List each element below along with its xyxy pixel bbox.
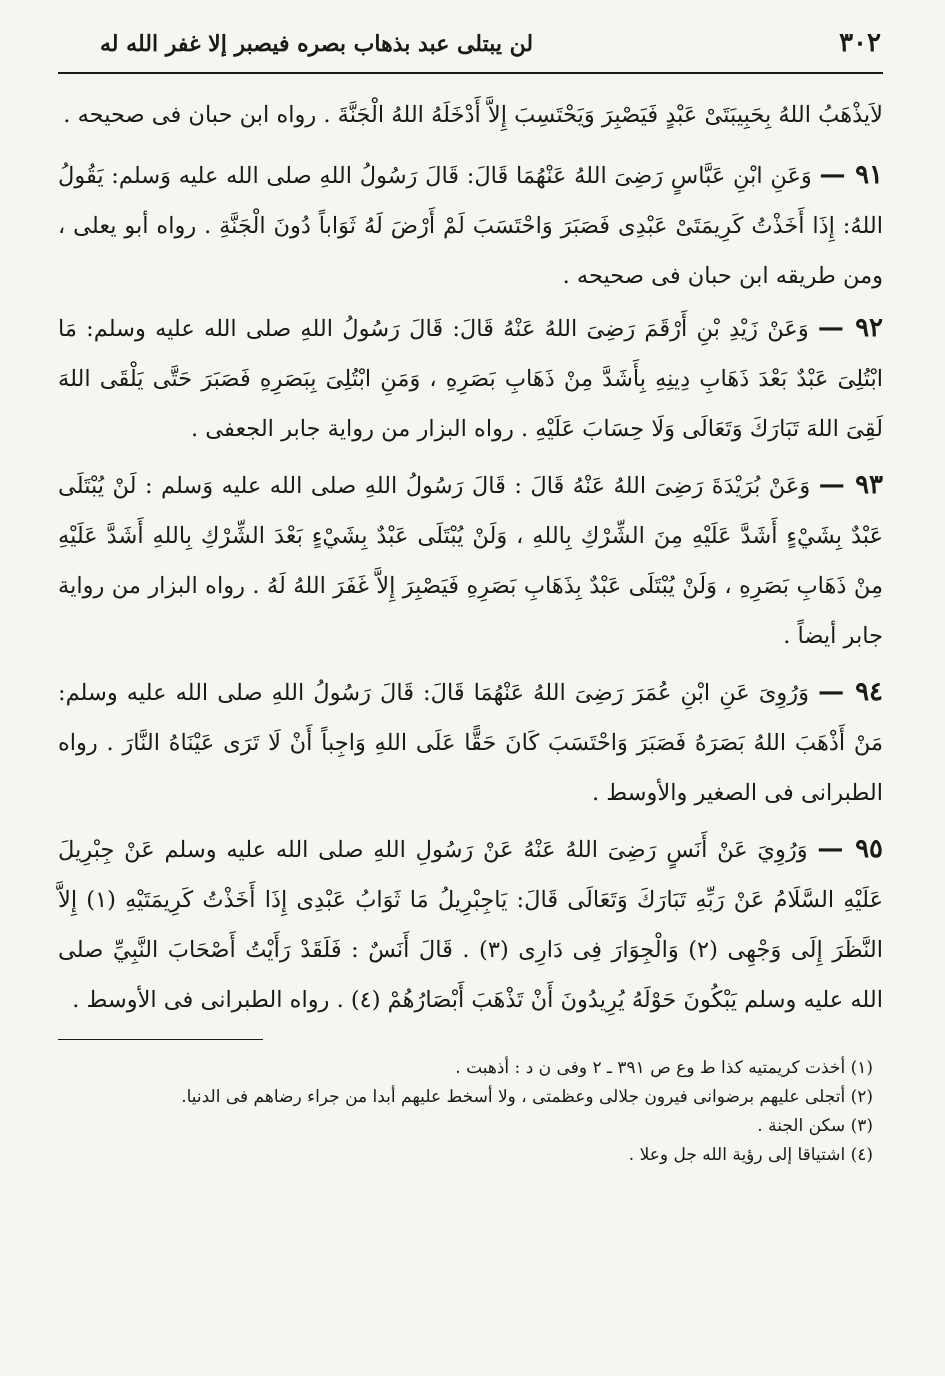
hadith-paragraph (58, 303, 883, 454)
hadith-paragraph (58, 90, 883, 140)
hadith-number: ٩٢ — (817, 313, 883, 343)
paragraph-text: وَعَنْ بُرَيْدَةَ رَضِىَ اللهُ عَنْهُ قَالَ : قَالَ رَسُولُ اللهِ صلى الله عليه وَسلم : لَنْ يُبْتَلَى عَبْدٌ بِشَيْءٍ أَشَدَّ عَلَيْهِ مِنَ الشِّرْكِ بِاللهِ ، وَلَنْ يُبْتَلَى عَبْدٌ بِشَيْءٍ بَعْدَ الشِّرْكِ بِاللهِ أَشَدَّ عَلَيْهِ مِنْ ذَهَابِ بَصَرِهِ ، وَلَنْ يُبْتَلَى عَبْدٌ بِذَهَابِ بَصَرِهِ فَيَصْبِرَ إِلاَّ غَفَرَ اللهُ لَهُ . رواه البزار من رواية جابر أيضاً . (58, 473, 883, 649)
hadith-paragraph (58, 667, 883, 818)
paragraph-text: وَرُوِىَ عَنِ ابْنِ عُمَرَ رَضِىَ اللهُ عَنْهُمَا قَالَ: قَالَ رَسُولُ اللهِ صلى الله عليه وسلم: مَنْ أَذْهَبَ اللهُ بَصَرَهُ فَصَبَرَ وَاحْتَسَبَ كَانَ حَقًّا عَلَى اللهِ وَاجِباً أَنْ لَا تَرَى عَيْنَاهُ النَّارَ . رواه الطبرانى فى الصغير والأوسط . (58, 680, 883, 806)
paragraph-text: لاَيذْهَبُ اللهُ بِحَبِيبَتَىْ عَبْدٍ فَيَصْبِرَ وَيَحْتَسِبَ إِلاَّ أَدْخَلَهُ اللهُ الْجَنَّةَ . رواه ابن حبان فى صحيحه . (63, 102, 883, 128)
paragraph-text: وَرُوِيَ عَنْ أَنَسٍ رَضِىَ اللهُ عَنْهُ عَنْ رَسُولِ اللهِ صلى الله عليه وسلم عَنْ جِبْرِيلَ عَلَيْهِ السَّلَامُ عَنْ رَبِّهِ تَبَارَكَ وَتَعَالَى قَالَ: يَاجِبْرِيلُ مَا ثَوَابُ عَبْدِى إِذَا أَخَذْتُ كَرِيمَتَيْهِ (١) إِلاَّ النَّظَرَ إِلَى وَجْهِى (٢) وَالْجِوَارَ فِى دَارِى (٣) . قَالَ أَنَسٌ : فَلَقَدْ رَأَيْتُ أَصْحَابَ النَّبِيِّ صلى الله عليه وسلم يَبْكُونَ حَوْلَهُ يُرِيدُونَ أَنْ تَذْهَبَ أَبْصَارُهُمْ (٤) . رواه الطبرانى فى الأوسط . (58, 837, 884, 1013)
page-header (58, 28, 883, 68)
hadith-paragraph (58, 150, 883, 301)
page-number: ٣٠٢ (839, 28, 881, 58)
hadith-number: ٩٥ — (817, 834, 883, 864)
hadith-paragraph (58, 460, 883, 661)
hadith-paragraph (58, 824, 883, 1025)
footnote-rule (58, 1039, 263, 1040)
hadith-number: ٩٣ — (818, 470, 883, 500)
page-body (58, 90, 883, 1025)
header-rule (58, 72, 883, 74)
footnote-1: (١) أخذت كريمتيه كذا ط وع ص ٣٩١ ـ ٢ وفى ن د : أذهبت . (455, 1058, 873, 1078)
hadith-number: ٩١ — (819, 160, 883, 190)
footnote-2: (٢) أتجلى عليهم برضوانى فيرون جلالى وعظمتى ، ولا أسخط عليهم أبدا من جراء رضاهم فى الدنيا. (181, 1087, 873, 1107)
paragraph-text: وَعَنِ ابْنِ عَبَّاسٍ رَضِىَ اللهُ عَنْهُمَا قَالَ: قَالَ رَسُولُ اللهِ صلى الله عليه وَسلم: يَقُولُ اللهُ: إِذَا أَخَذْتُ كَرِيمَتَىْ عَبْدِى فَصَبَرَ وَاحْتَسَبَ لَمْ أَرْضَ لَهُ ثَوَاباً دُونَ الْجَنَّةِ . رواه أبو يعلى ، ومن طريقه ابن حبان فى صحيحه . (58, 163, 883, 289)
running-title: لن يبتلى عبد بذهاب بصره فيصبر إلا غفر الله له (100, 31, 534, 57)
hadith-number: ٩٤ — (818, 677, 883, 707)
footnote-separator (58, 1039, 883, 1040)
paragraph-text: وَعَنْ زَيْدِ بْنِ أَرْقَمَ رَضِىَ اللهُ عَنْهُ قَالَ: قَالَ رَسُولُ اللهِ صلى الله عليه وسلم: مَا ابْتُلِىَ عَبْدٌ بَعْدَ ذَهَابِ دِينِهِ بِأَشَدَّ مِنْ ذَهَابِ بَصَرِهِ ، وَمَنِ ابْتُلِىَ بِبَصَرِهِ فَصَبَرَ حَتَّى يَلْقَى اللهَ لَقِىَ اللهَ تَبَارَكَ وَتَعَالَى وَلَا حِسَابَ عَلَيْهِ . رواه البزار من رواية جابر الجعفى . (58, 316, 883, 442)
footnote-3: (٣) سكن الجنة . (757, 1116, 873, 1136)
footnote-4: (٤) اشتياقا إلى رؤية الله جل وعلا . (628, 1145, 873, 1165)
footnotes (58, 1054, 883, 1170)
